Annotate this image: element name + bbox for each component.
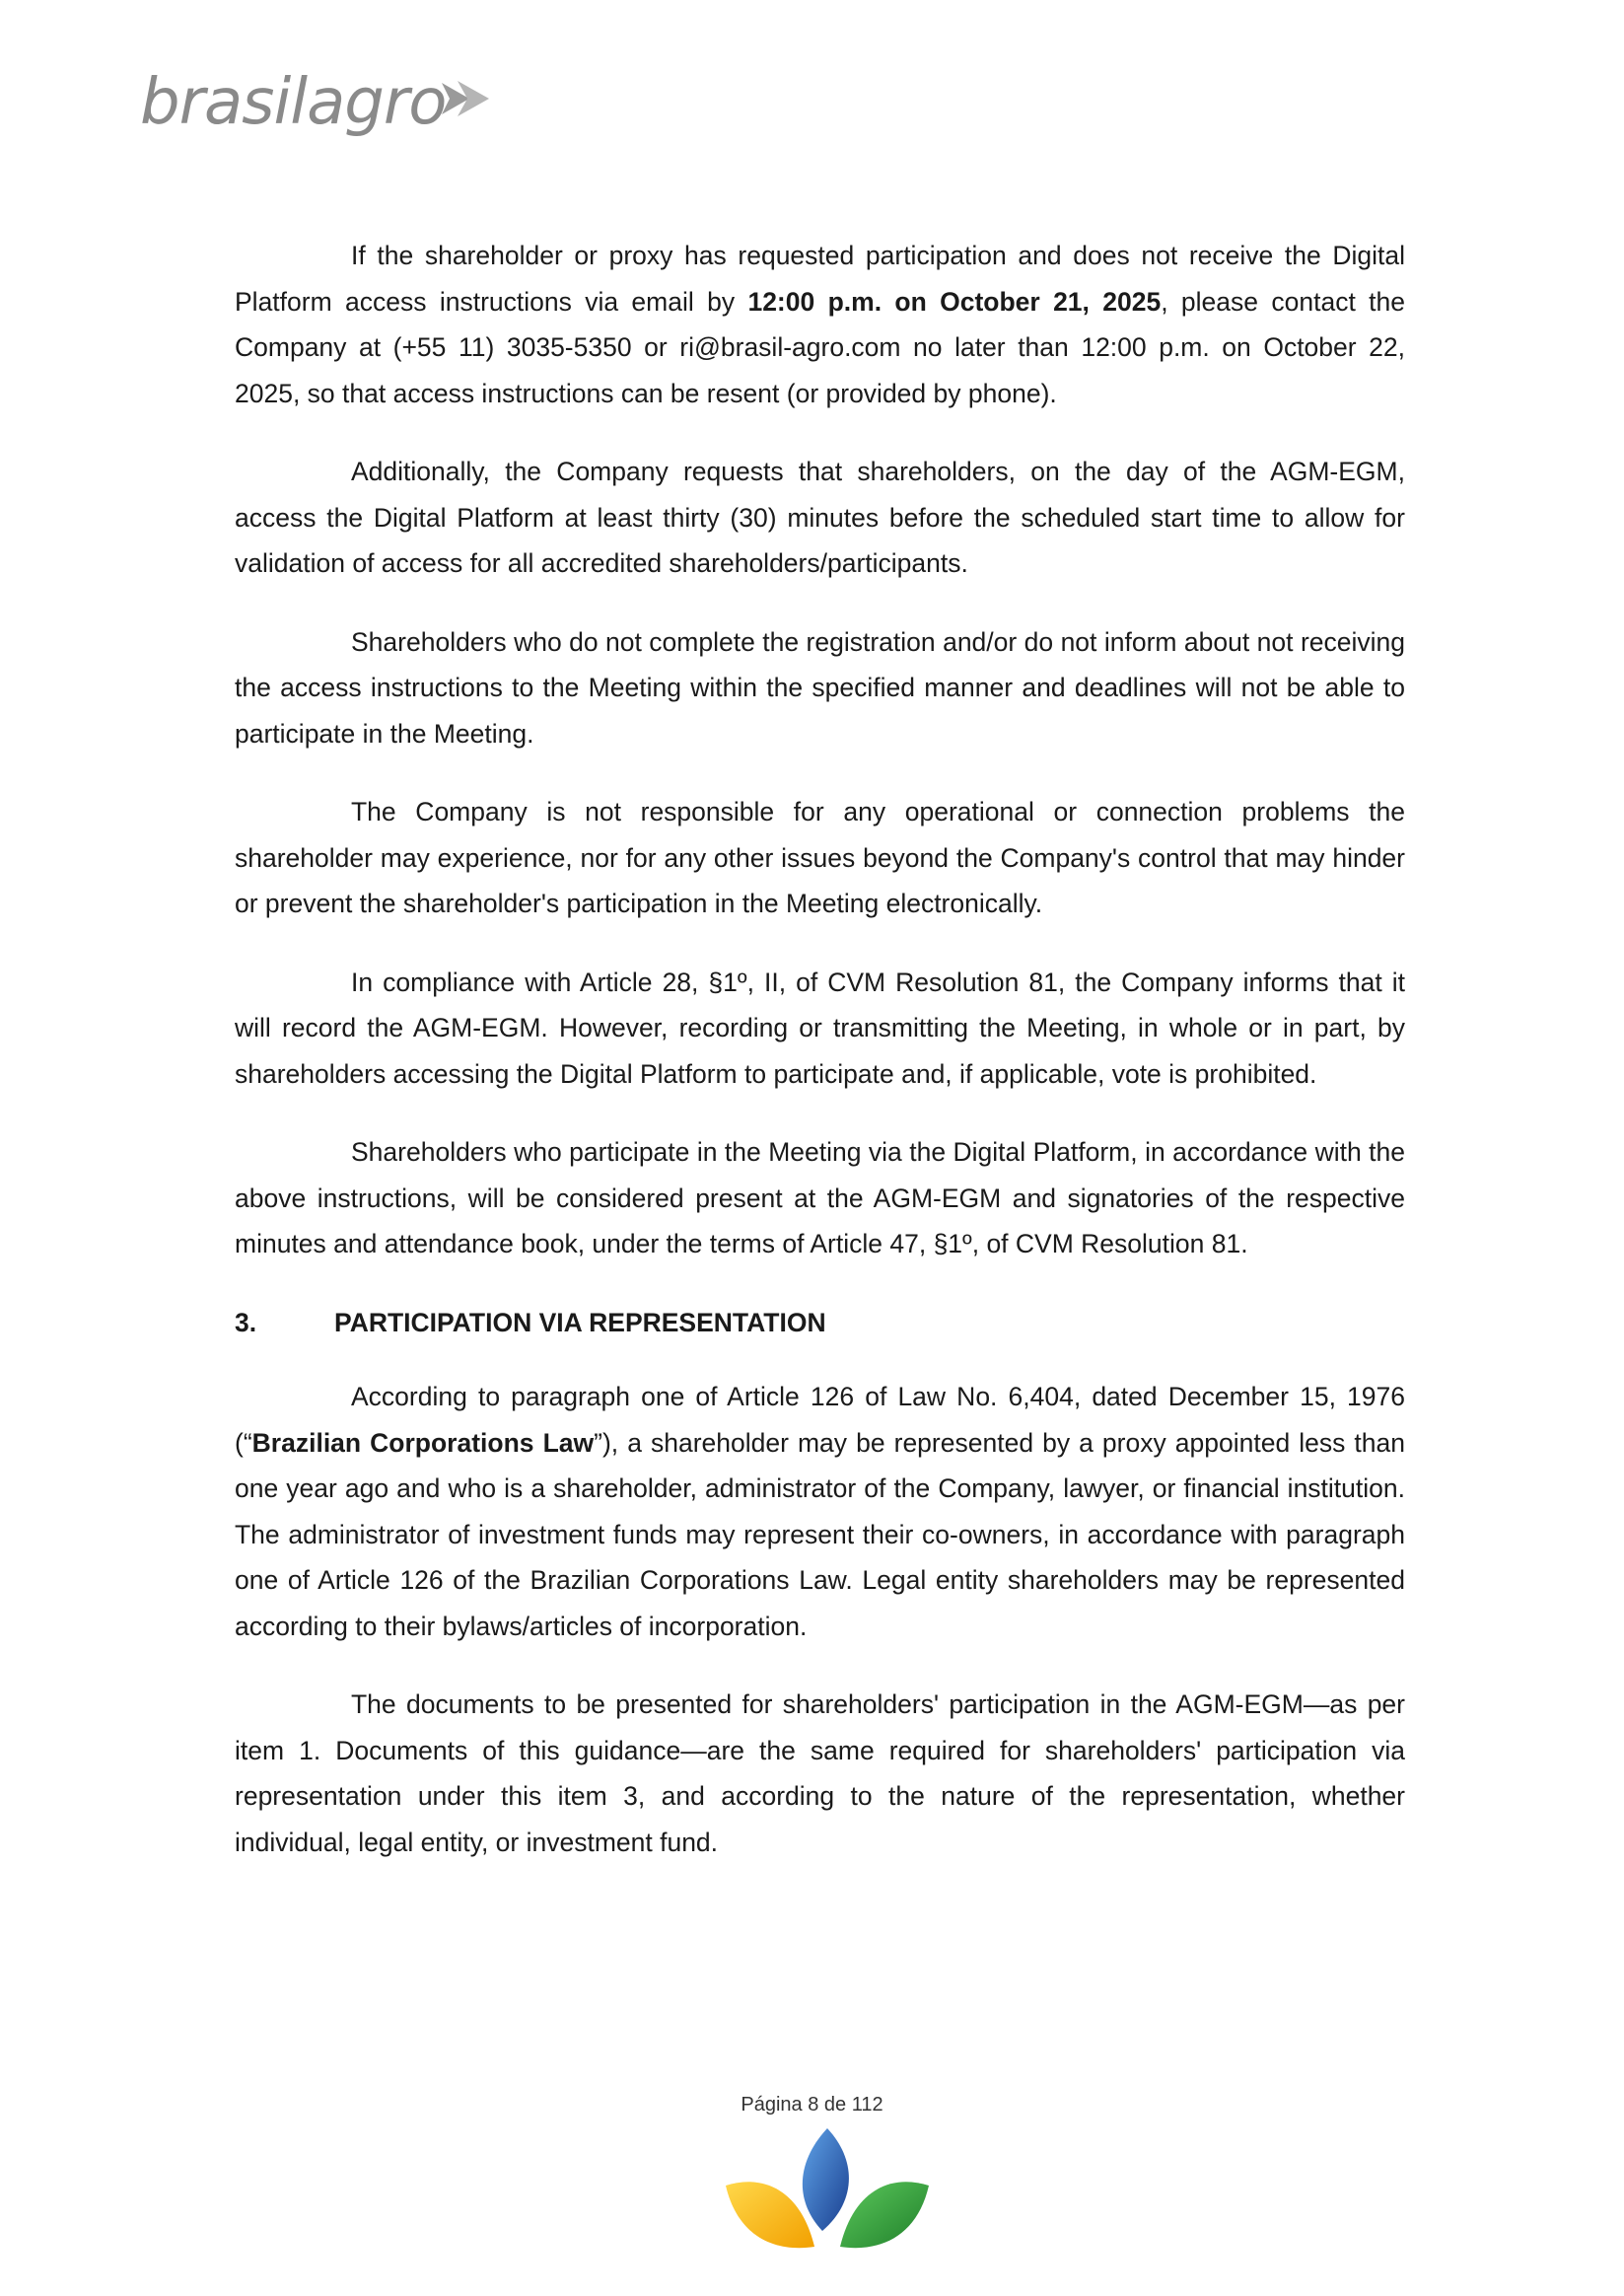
logo-chevron-icon: [440, 79, 497, 118]
paragraph-liability: The Company is not responsible for any operational or connection problems the shareholder may experience, nor for any other issues beyond the Company's control that may hinder or prevent the shareholder's participation in the Meeting electronically.: [235, 797, 1405, 918]
brasilagro-logo: [140, 66, 497, 139]
section-heading: [235, 1300, 1405, 1346]
paragraph-representation: According to paragraph one of Article 126 of Law No. 6,404, dated December 15, 1976 (“Brazilian Corporations Law”), a shareholder may be represented by a proxy appointed less than one year ago and who is a shareholder, administrator of the Company, lawyer, or financial institution. The administrator of investment funds may represent their co-owners, in accordance with paragraph one of Article 126 of the Brazilian Corporations Law. Legal entity shareholders may be represented according to their bylaws/articles of incorporation.: [235, 1382, 1406, 1641]
brasilagro-leaf-icon: [724, 2120, 931, 2268]
paragraph-documents: The documents to be presented for shareholders' participation in the AGM-EGM—as per item 1. Documents of this guidance—are the same required for shareholders' participation via representation under this item 3, and according to the nature of the representation, whether individual, legal entity, or investment fund.: [235, 1689, 1405, 1857]
paragraph-access-instructions: If the shareholder or proxy has requested participation and does not receive the Digital Platform access instructions via email by 12:00 p.m. on October 21, 2025, please contact the Company at (+55 11) 3035-5350 or ri@brasil-agro.com no later than 12:00 p.m. on October 22, 2025, so that access instructions can be resent (or provided by phone).: [235, 241, 1405, 408]
section-title: PARTICIPATION VIA REPRESENTATION: [334, 1307, 826, 1337]
paragraph-registration-deadline: Shareholders who do not complete the registration and/or do not inform about not receiving the access instructions to the Meeting within the specified manner and deadlines will not be able to participate in the Meeting.: [235, 626, 1405, 749]
paragraph-early-access: Additionally, the Company requests that shareholders, on the day of the AGM-EGM, access the Digital Platform at least thirty (30) minutes before the scheduled start time to allow for validation of access for all accredited shareholders/participants.: [235, 457, 1405, 578]
section-number: 3.: [235, 1307, 257, 1337]
paragraph-recording: In compliance with Article 28, §1º, II, of CVM Resolution 81, the Company informs that it will record the AGM-EGM. However, recording or transmitting the Meeting, in whole or in part, by shareholders accessing the Digital Platform to participate and, if applicable, vote is prohibited.: [235, 967, 1405, 1089]
paragraph-attendance: Shareholders who participate in the Meeting via the Digital Platform, in accordance with the above instructions, will be considered present at the AGM-EGM and signatories of the respective minutes and attendance book, under the terms of Article 47, §1º, of CVM Resolution 81.: [235, 1137, 1405, 1258]
page-number: Página 8 de 112: [741, 2094, 883, 2116]
logo-wordmark: brasilagro: [140, 66, 447, 139]
document-body: [235, 233, 1405, 1898]
